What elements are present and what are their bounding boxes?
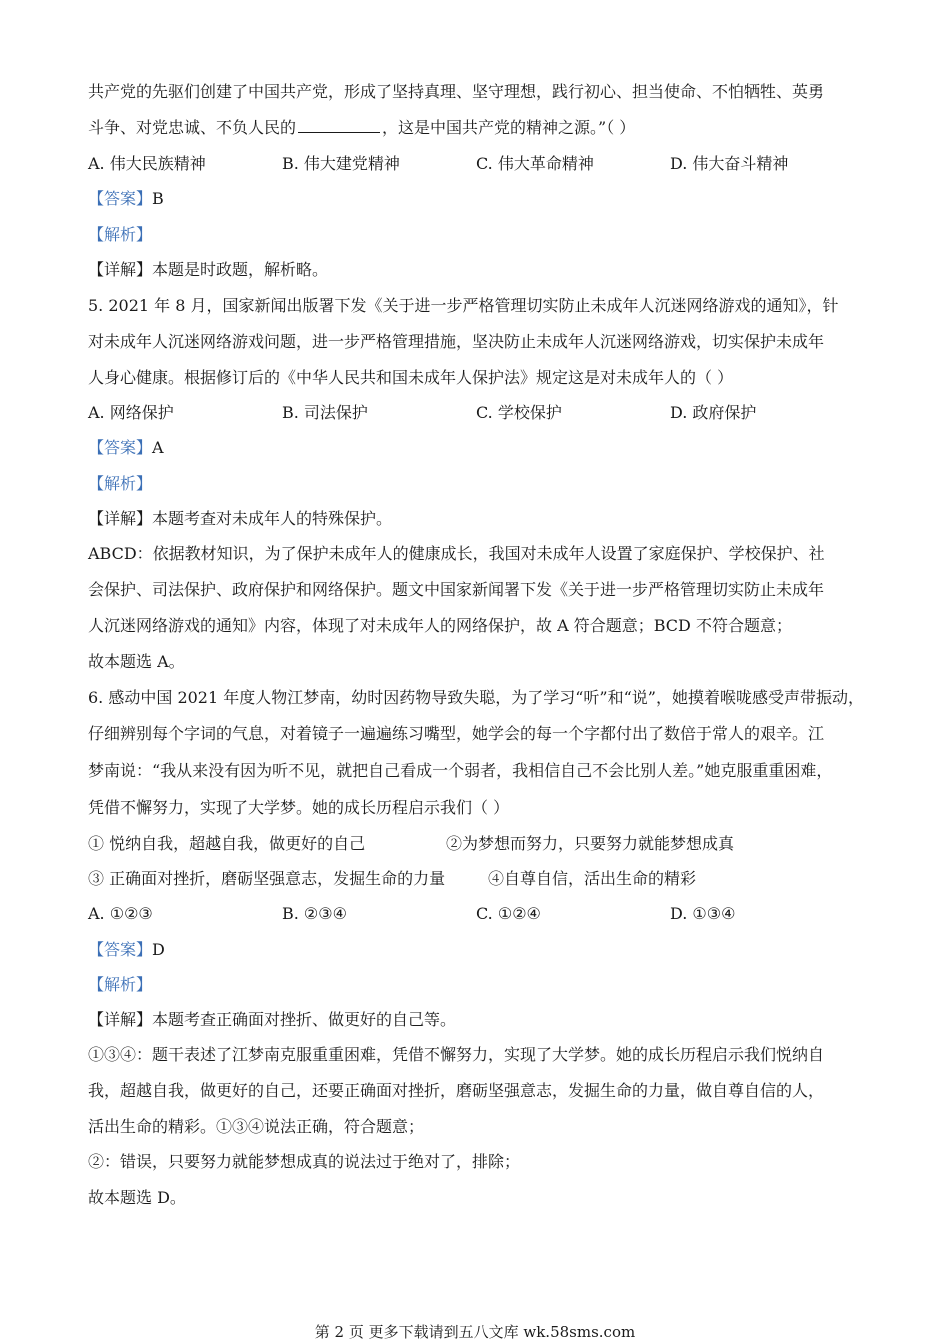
option-b: B. 司法保护 [282, 403, 368, 422]
analysis-label: 【解析】 [88, 474, 153, 493]
question-6-line: 梦南说：“我从来没有因为听不见，就把自己看成一个弱者，我相信自己不会比别人差。”她克服重重困难， [88, 761, 833, 780]
explanation-line: ①③④：题干表述了江梦南克服重重困难，凭借不懈努力，实现了大学梦。她的成长历程启示我们悦纳自 [88, 1045, 825, 1064]
answer-line [88, 189, 868, 209]
option-b: B. ②③④ [282, 904, 347, 923]
statement-1: ① 悦纳自我，超越自我，做更好的自己 [88, 834, 366, 853]
answer-line [88, 940, 868, 960]
question-5-line: 5. 2021 年 8 月，国家新闻出版署下发《关于进一步严格管理切实防止未成年人沉迷网络游戏的通知》，针 [88, 296, 839, 315]
option-b: B. 伟大建党精神 [282, 154, 400, 173]
answer-value: A [152, 438, 164, 457]
question-text-line: 共产党的先驱们创建了中国共产党，形成了坚持真理、坚守理想，践行初心、担当使命、不怕牺牲、英勇 [88, 82, 825, 101]
explanation-line: 会保护、司法保护、政府保护和网络保护。题文中国家新闻署下发《关于进一步严格管理切实防止未成年 [88, 580, 825, 599]
detail-label: 【详解】 [88, 260, 153, 279]
explanation-line: 故本题选 A。 [88, 652, 185, 671]
question-6-line: 仔细辨别每个字词的气息，对着镜子一遍遍练习嘴型，她学会的每一个字都付出了数倍于常人的艰辛。江 [88, 724, 825, 743]
question-6-line: 凭借不懈努力，实现了大学梦。她的成长历程启示我们（ ） [88, 798, 510, 817]
question-5-line: 对未成年人沉迷网络游戏问题，进一步严格管理措施，坚决防止未成年人沉迷网络游戏，切实保护未成年 [88, 332, 825, 351]
option-c: C. ①②④ [476, 904, 541, 923]
answer-label: 【答案】 [88, 189, 153, 208]
question-5-line: 人身心健康。根据修订后的《中华人民共和国未成年人保护法》规定这是对未成年人的（ ） [88, 368, 734, 387]
statement-2: ②为梦想而努力，只要努力就能梦想成真 [446, 834, 735, 853]
option-c: C. 学校保护 [476, 403, 562, 422]
answer-value: B [152, 189, 164, 208]
explanation-line: ②：错误，只要努力就能梦想成真的说法过于绝对了，排除； [88, 1152, 521, 1171]
explanation-line: 活出生命的精彩。①③④说法正确，符合题意； [88, 1117, 425, 1136]
option-d: D. 伟大奋斗精神 [670, 154, 789, 173]
option-a: A. 网络保护 [88, 403, 174, 422]
question-6-line: 6. 感动中国 2021 年度人物江梦南，幼时因药物导致失聪，为了学习“听”和“说”，她摸着喉咙感受声带振动， [88, 688, 864, 707]
answer-line [88, 438, 868, 458]
detail-line: 【详解】本题是时政题，解析略。 [88, 260, 329, 279]
answer-label: 【答案】 [88, 940, 153, 959]
fill-blank [298, 118, 380, 133]
statement-4: ④自尊自信，活出生命的精彩 [488, 869, 697, 888]
option-d: D. 政府保护 [670, 403, 757, 422]
explanation-line: ABCD：依据教材知识，为了保护未成年人的健康成长，我国对未成年人设置了家庭保护、学校保护、社 [88, 544, 825, 563]
analysis-label: 【解析】 [88, 975, 153, 994]
detail-label: 【详解】 [88, 1010, 153, 1029]
question-text-line: 斗争、对党忠诚、不负人民的 ，这是中国共产党的精神之源。”（ ） [88, 118, 636, 137]
explanation-line: 人沉迷网络游戏的通知》内容，体现了对未成年人的网络保护，故 A 符合题意；BCD 不符合题意； [88, 616, 792, 635]
page-footer: 第 2 页 更多下载请到五八文库 wk.58sms.com [314, 1323, 636, 1341]
detail-line: 【详解】本题考查对未成年人的特殊保护。 [88, 509, 393, 528]
option-d: D. ①③④ [670, 904, 736, 923]
analysis-label: 【解析】 [88, 225, 153, 244]
option-a: A. 伟大民族精神 [88, 154, 206, 173]
statement-3: ③ 正确面对挫折，磨砺坚强意志，发掘生命的力量 [88, 869, 446, 888]
answer-value: D [152, 940, 165, 959]
detail-label: 【详解】 [88, 509, 153, 528]
option-c: C. 伟大革命精神 [476, 154, 594, 173]
detail-line: 【详解】本题考查正确面对挫折、做更好的自己等。 [88, 1010, 457, 1029]
explanation-line: 故本题选 D。 [88, 1188, 186, 1207]
option-a: A. ①②③ [88, 904, 153, 923]
explanation-line: 我，超越自我，做更好的自己，还要正确面对挫折，磨砺坚强意志，发掘生命的力量，做自尊自信的人， [88, 1081, 825, 1100]
answer-label: 【答案】 [88, 438, 153, 457]
